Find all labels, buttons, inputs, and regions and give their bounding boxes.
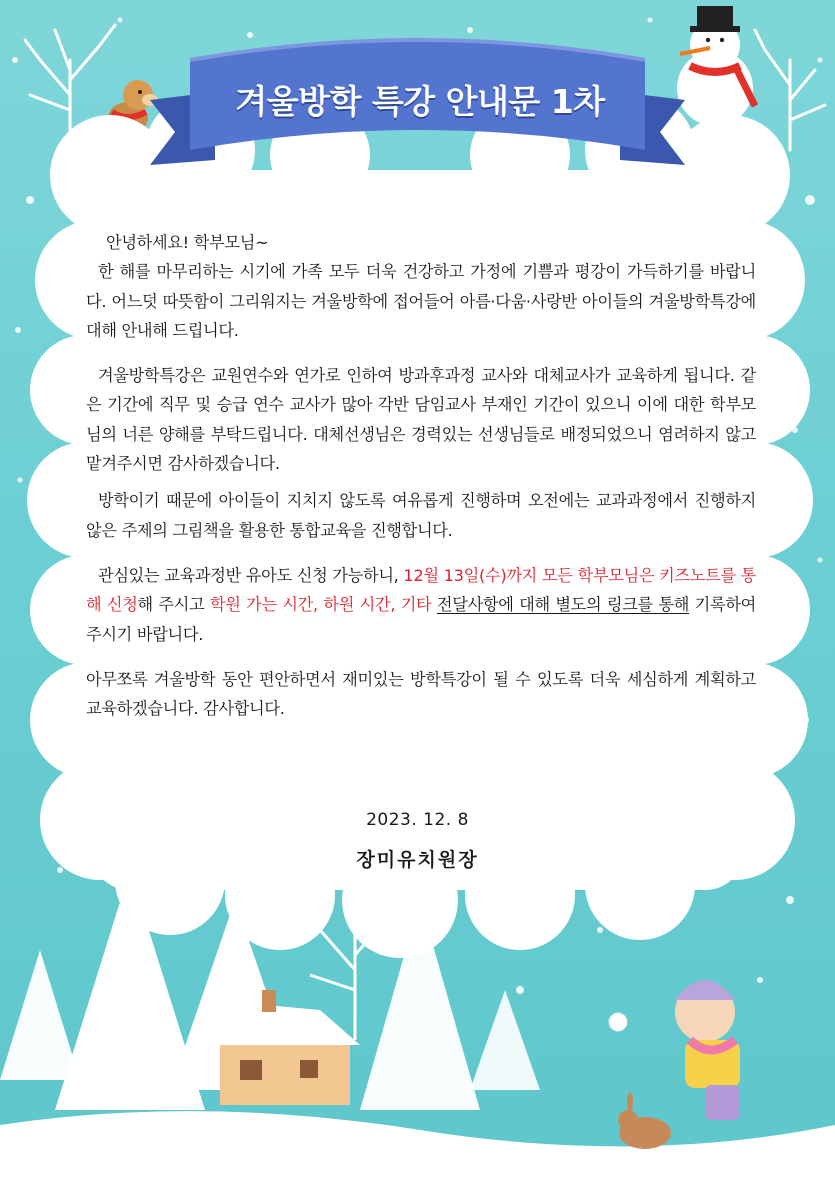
p4-text-3: 해 주시고 [137, 595, 210, 615]
p4-link-underline: 전달사항에 대해 별도의 링크를 통해 [436, 595, 690, 615]
paragraph-5: 아무쪼록 겨울방학 동안 편안하면서 재미있는 방학특강이 될 수 있도록 더욱 세심하게 계획하고 교육하겠습니다. 감사합니다. [86, 669, 756, 719]
paragraph-1: 한 해를 마무리하는 시기에 가족 모두 더욱 건강하고 가정에 기쁨과 평강이 가득하기를 바랍니다. 어느덧 따뜻함이 그리워지는 겨울방학에 접어들어 아름·다움·사랑반 아이들의 겨울방학특강에 대해 안내해 드립니다. [86, 262, 756, 340]
letter-body [86, 228, 756, 723]
paragraph-2: 겨울방학특강은 교원연수와 연가로 인하여 방과후과정 교사와 대체교사가 교육하게 됩니다. 같은 기간에 직무 및 승급 연수 교사가 많아 각반 담임교사 부재인 기간이 있으니 이에 대한 학부모님의 너른 양해를 부탁드립니다. 대체선생님은 경력있는 선생님들로 배정되었으니 염려하지 않고 맡겨주시면 감사하겠습니다. [86, 366, 756, 474]
p4-time-highlight: 학원 가는 시간, 하원 시간, 기타 [209, 595, 432, 615]
p4-text-7: 기록하여 주시기 바랍니다. [86, 595, 756, 644]
greeting: 안녕하세요! 학부모님~ [106, 233, 269, 252]
p4-deadline-highlight: 12월 13일(수)까지 모든 학부모님은 키즈노트를 통해 신청 [86, 565, 756, 615]
signature: 장미유치원장 [356, 849, 479, 871]
page-title: 겨울방학 특강 안내문 1차 [235, 82, 605, 121]
paragraph-3: 방학이기 때문에 아이들이 지치지 않도록 여유롭게 진행하며 오전에는 교과과정에서 진행하지 않은 주제의 그림책을 활용한 통합교육을 진행합니다. [86, 491, 756, 540]
p4-text-1: 관심있는 교육과정반 유아도 신청 가능하니, [98, 565, 404, 585]
paragraph-4 [86, 561, 756, 649]
letter-date: 2023. 12. 8 [366, 810, 469, 830]
